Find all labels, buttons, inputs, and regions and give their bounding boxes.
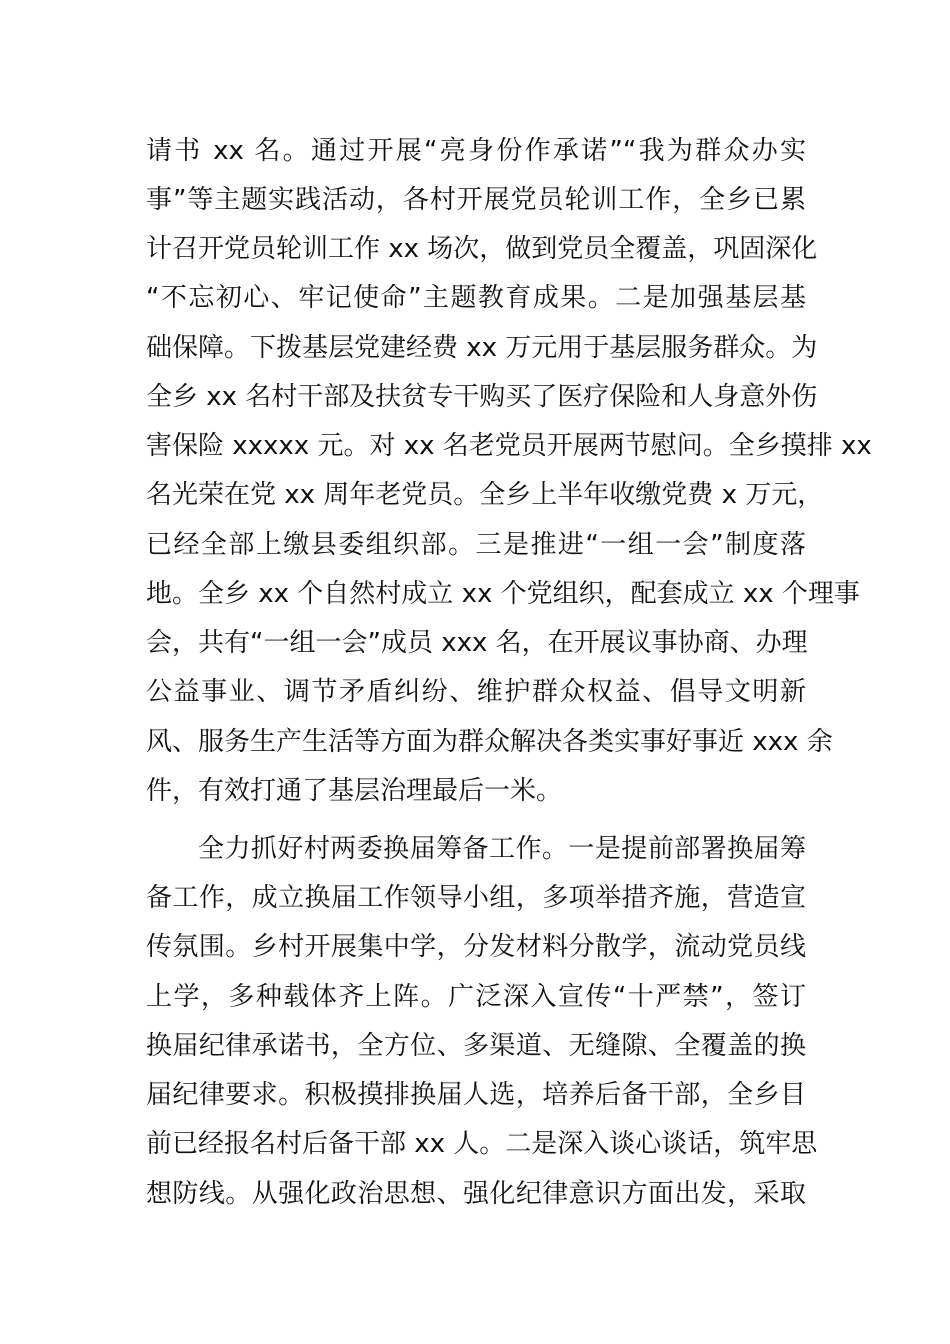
text-line: 已经全部上缴县委组织部。三是推进“一组一会”制度落 <box>146 530 806 560</box>
text-line: 害保险 xxxxx 元。对 xx 名老党员开展两节慰问。全乡摸排 xx <box>146 431 872 461</box>
text-line: 础保障。下拨基层党建经费 xx 万元用于基层服务群众。为 <box>146 333 818 363</box>
text-line: 备工作，成立换届工作领导小组，多项举措齐施，营造宣 <box>146 883 806 913</box>
text-line: 地。全乡 xx 个自然村成立 xx 个党组织，配套成立 xx 个理事 <box>146 579 860 609</box>
text-line: 上学，多种载体齐上阵。广泛深入宣传“十严禁”，签订 <box>146 982 806 1012</box>
text-line: 会，共有“一组一会”成员 xxx 名，在开展议事协商、办理 <box>146 628 808 658</box>
text-line: 传氛围。乡村开展集中学，分发材料分散学，流动党员线 <box>146 932 806 962</box>
text-line: 届纪律要求。积极摸排换届人选，培养后备干部，全乡目 <box>146 1080 806 1110</box>
text-line: “不忘初心、牢记使命”主题教育成果。二是加强基层基 <box>146 283 806 313</box>
text-line: 换届纪律承诺书，全方位、多渠道、无缝隙、全覆盖的换 <box>146 1031 806 1061</box>
text-line: 请书 xx 名。通过开展“亮身份作承诺”“我为群众办实 <box>146 136 806 166</box>
text-line: 全力抓好村两委换届筹备工作。一是提前部署换届筹 <box>198 834 806 864</box>
text-line: 全乡 xx 名村干部及扶贫专干购买了医疗保险和人身意外伤 <box>146 382 818 412</box>
text-line: 件，有效打通了基层治理最后一米。 <box>146 776 563 806</box>
text-line: 想防线。从强化政治思想、强化纪律意识方面出发，采取 <box>146 1179 806 1209</box>
text-line: 事”等主题实践活动，各村开展党员轮训工作，全乡已累 <box>146 185 806 215</box>
text-line: 前已经报名村后备干部 xx 人。二是深入谈心谈话，筑牢思 <box>146 1129 818 1159</box>
text-line: 公益事业、调节矛盾纠纷、维护群众权益、倡导文明新 <box>146 677 806 707</box>
text-line: 计召开党员轮训工作 xx 场次，做到党员全覆盖，巩固深化 <box>146 234 818 264</box>
text-line: 名光荣在党 xx 周年老党员。全乡上半年收缴党费 x 万元， <box>146 480 824 510</box>
text-line: 风、服务生产生活等方面为群众解决各类实事好事近 xxx 余 <box>146 727 833 757</box>
